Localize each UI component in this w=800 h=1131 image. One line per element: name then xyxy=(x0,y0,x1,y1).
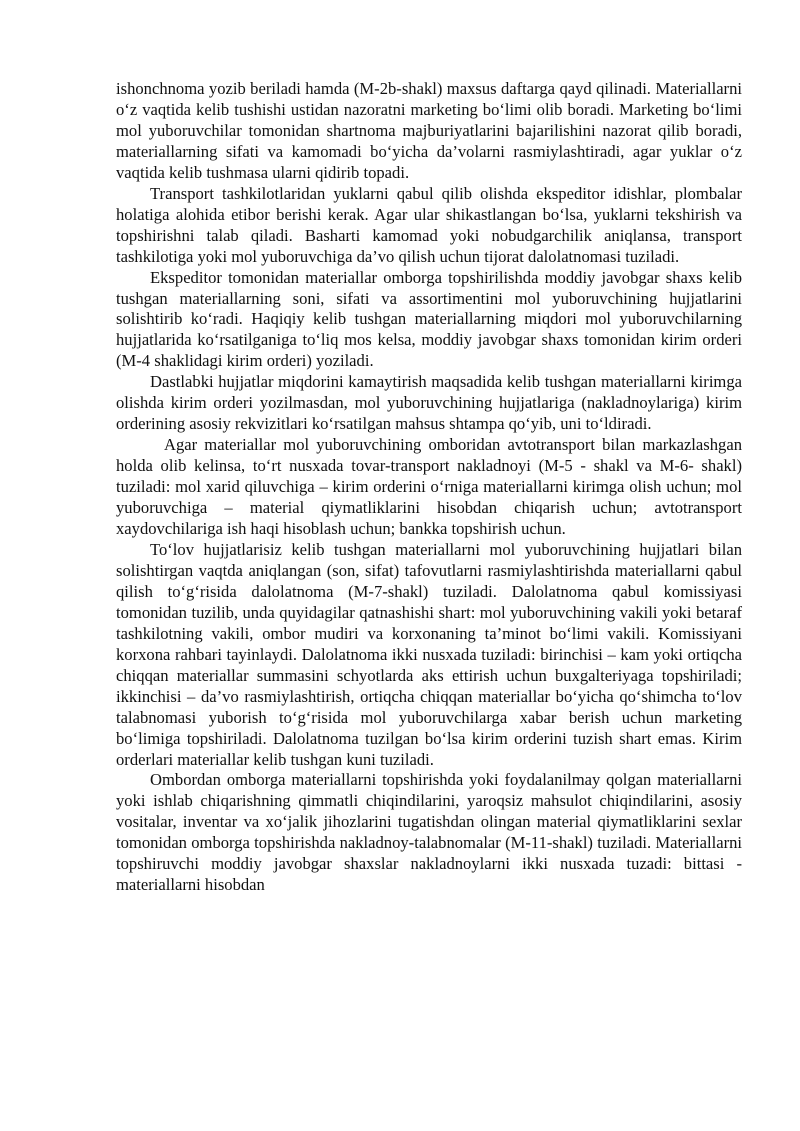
document-page xyxy=(116,79,742,896)
paragraph-5: Agar materiallar mol yuboruvchining omboridan avtotransport bilan markazlashgan holda olib kelinsa, to‘rt nusxada tovar-transport nakladnoyi (M-5 - shakl va M-6- shakl) tuziladi: mol xarid qiluvchiga – kirim orderini o‘rniga materiallarni kirimga olish uchun; mol yuboruvchiga – material qiymatliklarini hisobdan chiqarish uchun; avtotransport xaydovchilariga ish haqi hisoblash uchun; bankka topshirish uchun. xyxy=(116,435,742,539)
paragraph-1: ishonchnoma yozib beriladi hamda (M-2b-shakl) maxsus daftarga qayd qilinadi. Materiallarni o‘z vaqtida kelib tushishi ustidan nazoratni marketing bo‘limi olib boradi. Marketing bo‘limi mol yuboruvchilar tomonidan shartnoma majburiyatlarini bajarilishini nazorat qilib boradi, materiallarning sifati va kamomadi bo‘yicha da’volarni rasmiylashtiradi, agar yuklar o‘z vaqtida kelib tushmasa ularni qidirib topadi. xyxy=(116,79,742,182)
paragraph-3: Ekspeditor tomonidan materiallar omborga topshirilishda moddiy javobgar shaxs kelib tushgan materiallarning soni, sifati va assortimentini mol yuboruvchining hujjatlarini solishtirib ko‘radi. Haqiqiy kelib tushgan materiallarning miqdori mol yuboruvchilarning hujjatlarida ko‘rsatilganiga to‘liq mos kelsa, moddiy javobgar shaxs tomonidan kirim orderi (M-4 shaklidagi kirim orderi) yoziladi. xyxy=(116,267,742,371)
paragraph-2: Transport tashkilotlaridan yuklarni qabul qilib olishda ekspeditor idishlar, plombalar holatiga alohida etibor berishi kerak. Agar ular shikastlangan bo‘lsa, yuklarni tekshirish va topshirishni talab qiladi. Basharti kamomad yoki nobudgarchilik aniqlansa, transport tashkilotiga yoki mol yuboruvchiga da’vo qilish uchun tijorat dalolatnomasi tuziladi. xyxy=(116,183,742,266)
paragraph-6: To‘lov hujjatlarisiz kelib tushgan materiallarni mol yuboruvchining hujjatlari bilan solishtirgan vaqtda aniqlangan (son, sifat) tafovutlarni rasmiylashtirishda materiallarni qabul qilish to‘g‘risida dalolatnoma (M-7-shakl) tuziladi. Dalolatnoma qabul komissiyasi tomonidan tuzilib, unda quyidagilar qatnashishi shart: mol yuboruvchining vakili yoki betaraf tashkilotning vakili, ombor mudiri va korxonaning ta’minot bo‘limi vakili. Komissiyani korxona rahbari tayinlaydi. Dalolatnoma ikki nusxada tuziladi: birinchisi – kam yoki ortiqcha chiqqan materiallar summasini schyotlarda aks ettirish uchun buxgalteriyaga topshiriladi; ikkinchisi – da’vo rasmiylashtirish, ortiqcha chiqqan materiallar bo‘yicha qo‘shimcha to‘lov talabnomasi yuborish to‘g‘risida mol yuboruvchilarga xabar berish uchun marketing bo‘limiga topshiriladi. Dalolatnoma tuzilgan bo‘lsa kirim orderini tuzish shart emas. Kirim orderlari materiallar kelib tushgan kuni tuziladi. xyxy=(116,539,742,769)
paragraph-7: Ombordan omborga materiallarni topshirishda yoki foydalanilmay qolgan materiallarni yoki ishlab chiqarishning qimmatli chiqindilarini, yaroqsiz mahsulot chiqindilarini, asosiy vositalar, inventar va xo‘jalik jihozlarini tugatishdan olingan material qiymatliklarini sexlar tomonidan omborga topshirishda nakladnoy-talabnomalar (M-11-shakl) tuziladi. Materiallarni topshiruvchi moddiy javobgar shaxslar nakladnoylarni ikki nusxada tuzadi: bittasi - materiallarni hisobdan xyxy=(116,770,742,895)
paragraph-4: Dastlabki hujjatlar miqdorini kamaytirish maqsadida kelib tushgan materiallarni kirimga olishda kirim orderi yozilmasdan, mol yuboruvchining hujjatlariga (nakladnoylariga) kirim orderining asosiy rekvizitlari ko‘rsatilgan mahsus shtampa qo‘yib, uni to‘ldiradi. xyxy=(116,372,742,434)
